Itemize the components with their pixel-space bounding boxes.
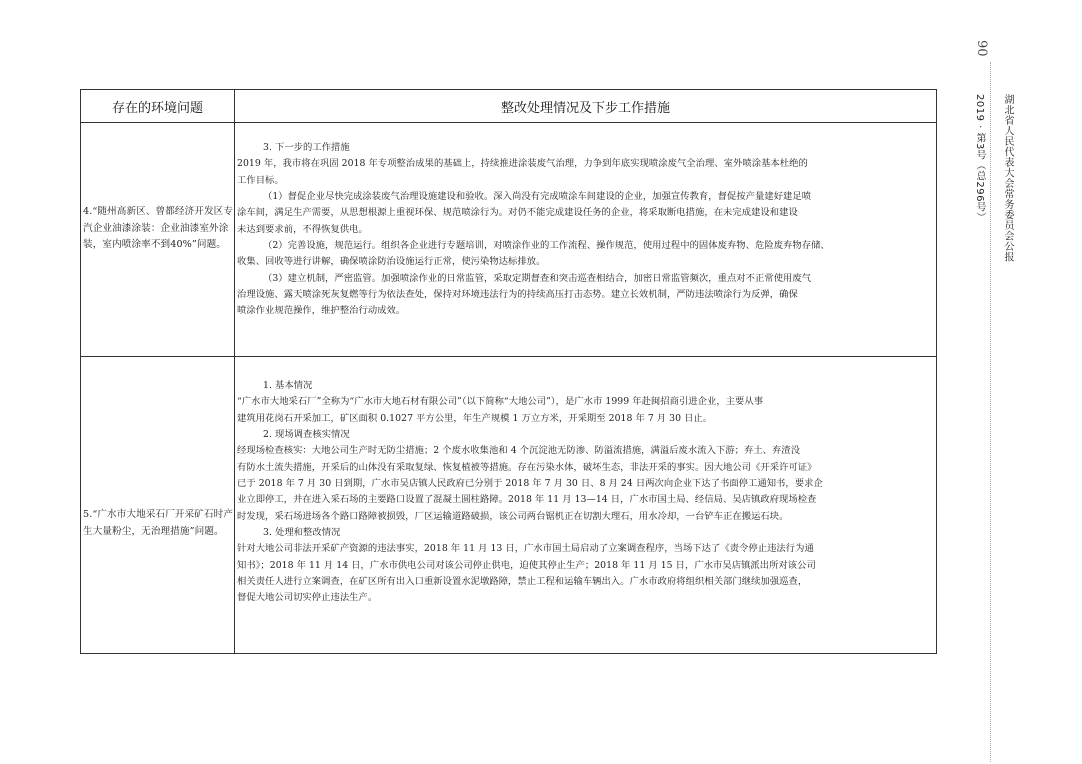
measure-line: （3）建立机制，严密监管。加强喷涂作业的日常监管，采取定期督查和突击巡查相结合，加密日常监管频次，重点对不正常使用废气 (263, 272, 812, 284)
issue-cell-5: 5.“广水市大地采石厂开采矿石时产生大量粉尘，无治理措施”问题。 (83, 509, 234, 537)
measure-line: 时发现，采石场进场各个路口路障被损毁，厂区运输道路破损，该公司两台锯机正在切割大理石，用水冷却，一台铲车正在搬运石块。 (237, 510, 789, 522)
measure-line: 未达到要求前，不得恢复供电。 (237, 223, 368, 235)
measure-line: 建筑用花岗石开采加工，矿区面积 0.1027 平方公里，年生产规模 1 万立方米，开采期至 2018 年 7 月 30 日止。 (237, 412, 713, 424)
measure-line: 治理设施、露天喷涂死灰复燃等行为依法查处，保持对环境违法行为的持续高压打击态势。建立长效机制，严防违法喷涂行为反弹，确保 (237, 289, 798, 301)
row-divider (81, 356, 936, 357)
measure-line: 2019 年，我市将在巩固 2018 年专项整治成果的基础上，持续推进涂装废气治理，力争到年底实现喷涂废气全治理、室外喷涂基本杜绝的 (237, 158, 808, 170)
measure-line: 喷涂作业规范操作，维护整治行动成效。 (237, 305, 406, 317)
measure-line: 工作目标。 (237, 174, 284, 186)
header-issue: 存在的环境问题 (111, 100, 203, 116)
measure-line: （2）完善设施，规范运行。组织各企业进行专题培训，对喷涂作业的工作流程、操作规范，使用过程中的固体废弃物、危险废弃物存储、 (263, 240, 830, 252)
measure-line: 1. 基本情况 (263, 380, 313, 391)
row-divider (81, 122, 936, 123)
measure-line: “广水市大地采石厂”全称为“广水市大地石材有限公司”（以下简称“大地公司”），是广水市 1999 年赴闽招商引进企业，主要从事 (237, 396, 764, 408)
measure-line: 经现场检查核实：大地公司生产时无防尘措施；2 个废水收集池和 4 个沉淀池无防渗、防溢流措施，满溢后废水流入下游；弃土、弃渣没 (237, 445, 801, 457)
margin-rule (990, 62, 991, 762)
measures-cell-5 (237, 378, 936, 607)
issue-cell-4: 4.“随州高新区、曾都经济开发区专汽企业油漆涂装：企业油漆室外涂装，室内喷涂率不到40%”问题。 (83, 206, 234, 251)
measure-line: 收集、回收等进行讲解，确保喷涂防治设施运行正常，使污染物达标排放。 (237, 256, 546, 268)
measures-cell-4 (237, 140, 936, 320)
column-divider (234, 90, 235, 653)
measure-line: 督促大地公司切实停止违法生产。 (237, 592, 378, 604)
measure-line: 2. 现场调查核实情况 (263, 429, 350, 441)
rectification-table (80, 89, 937, 654)
measure-line: 3. 下一步的工作措施 (263, 142, 350, 153)
header-measures: 整改处理情况及下步工作措施 (500, 100, 670, 116)
measure-line: 已于 2018 年 7 月 30 日到期，广水市吴店镇人民政府已分别于 2018 年 7 月 30 日、8 月 24 日两次向企业下达了书面停工通知书，要求企 (237, 478, 823, 490)
measure-line: 涂车间，满足生产需要，从思想根源上重视环保、规范喷涂行为。对仍不能完成建设任务的企业，将采取断电措施，在未完成建设和建设 (237, 207, 798, 219)
page-number: 90 (974, 40, 989, 57)
journal-title: 湖北省人民代表大会常务委员会公报 (1002, 94, 1013, 262)
measure-line: （1）督促企业尽快完成涂装废气治理设施建设和验收。深入尚没有完成喷涂车间建设的企业，加强宣传教育，督促按产量建好建足喷 (263, 191, 812, 203)
measure-line: 有防水土流失措施，开采后的山体没有采取复绿、恢复植被等措施。存在污染水体，破坏生态，非法开采的事实。因大地公司《开采许可证》 (237, 461, 817, 473)
measure-line: 3. 处理和整改情况 (263, 527, 341, 539)
measure-line: 相关责任人进行立案调查，在矿区所有出入口重新设置水泥墩路障，禁止工程和运输车辆出入。广水市政府将组织相关部门继续加强巡查， (237, 576, 808, 588)
issue-label: 2019 · 第3号（总296号） (974, 94, 985, 223)
measure-line: 业立即停工，并在进入采石场的主要路口设置了混凝土圆柱路障。2018 年 11 月 13—14 日，广水市国土局、经信局、吴店镇政府现场检查 (237, 494, 817, 506)
measure-line: 知书》；2018 年 11 月 14 日，广水市供电公司对该公司停止供电，迫使其停止生产；2018 年 11 月 15 日，广水市吴店镇派出所对该公司 (237, 559, 816, 571)
measure-line: 针对大地公司非法开采矿产资源的违法事实，2018 年 11 月 13 日，广水市国土局启动了立案调查程序，当场下达了《责令停止违法行为通 (237, 543, 814, 555)
